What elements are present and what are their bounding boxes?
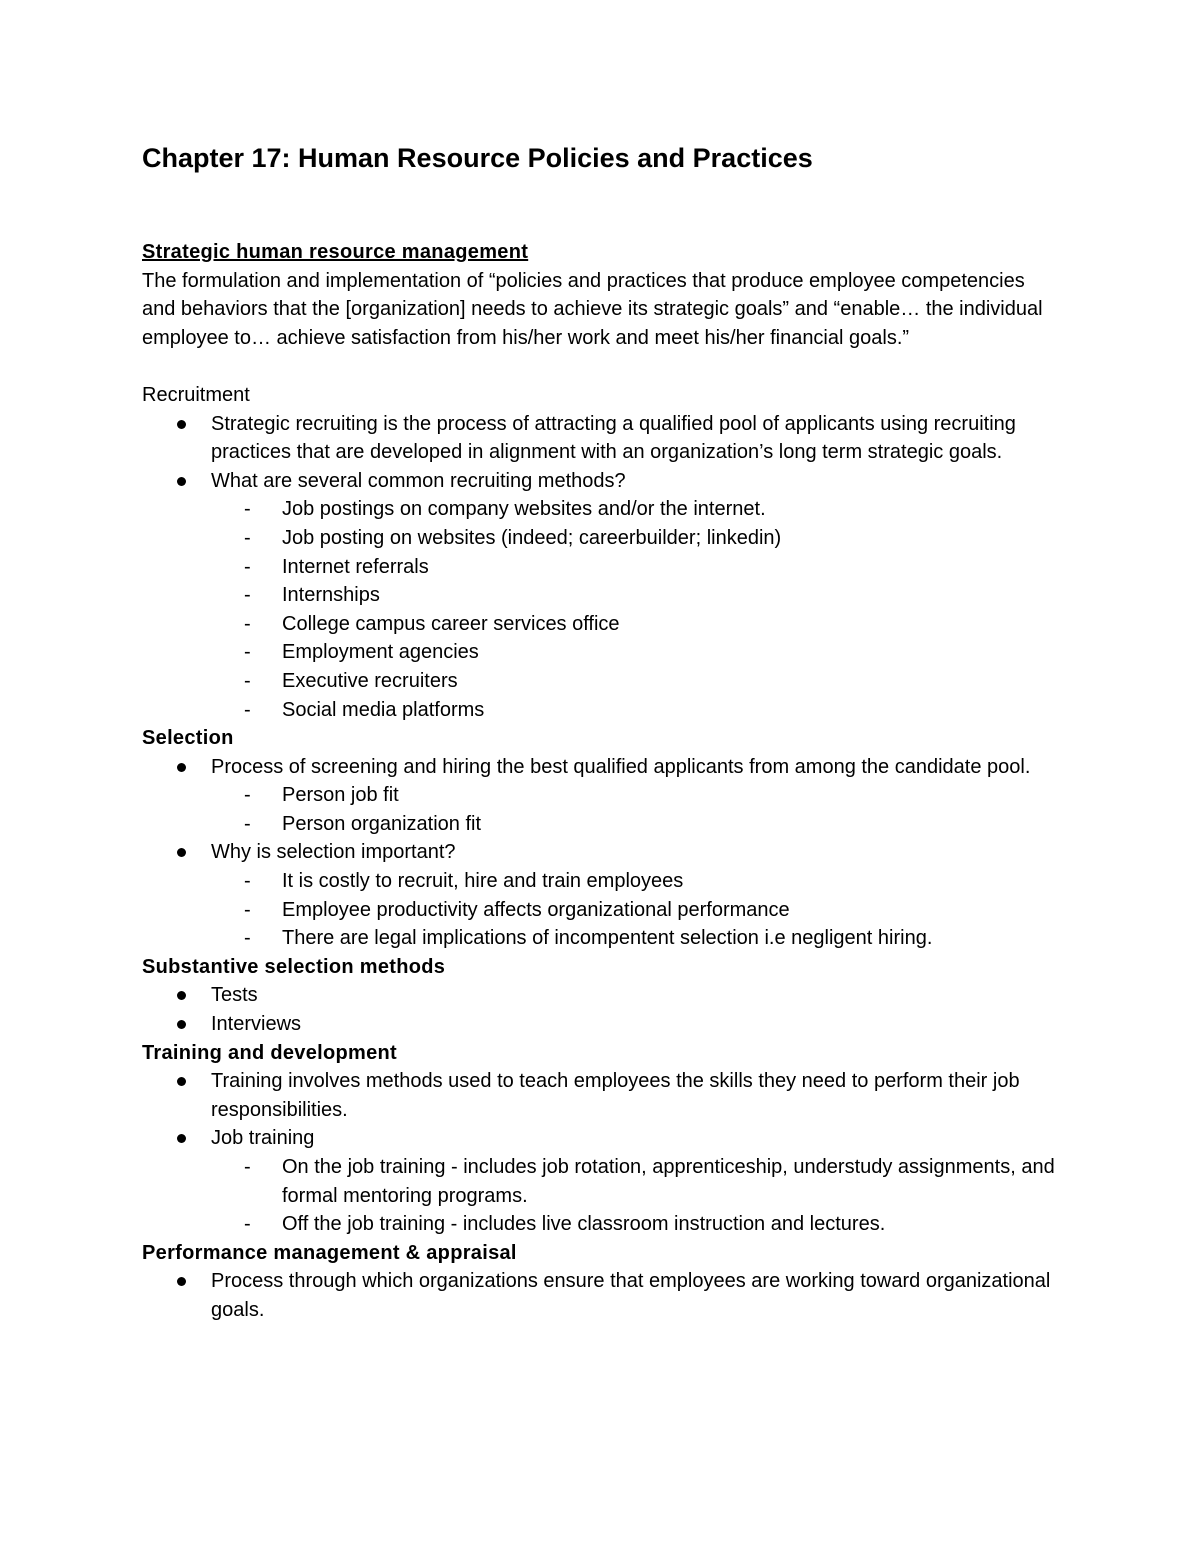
list-item-text: Executive recruiters (282, 669, 458, 692)
list-item-text: Social media platforms (282, 698, 485, 721)
list-item-text: College campus career services office (282, 612, 620, 635)
substantive-methods-heading: Substantive selection methods (142, 955, 446, 978)
dash-icon: - (244, 612, 251, 635)
list-item (244, 810, 1062, 839)
list-item (244, 867, 1062, 896)
list-item-text: Job postings on company websites and/or the internet. (282, 498, 766, 521)
fit-list (211, 781, 1062, 838)
bullet-icon (177, 991, 186, 1000)
list-item-text: On the job training - includes job rotation, apprenticeship, understudy assignments, and formal mentoring programs. (282, 1156, 1055, 1207)
selection-bullet-list (142, 753, 1062, 953)
list-item-text: Process through which organizations ensure that employees are working toward organizational goals. (211, 1270, 1051, 1321)
list-item (211, 410, 1062, 467)
list-item-text: Internships (282, 584, 380, 607)
recruiting-methods-list (211, 495, 1062, 724)
dash-icon: - (244, 927, 251, 950)
list-item-text: Employment agencies (282, 641, 479, 664)
recruitment-heading: Recruitment (142, 383, 250, 406)
selection-importance-list (211, 867, 1062, 953)
dash-icon: - (244, 526, 251, 549)
list-item (244, 896, 1062, 925)
training-bullet-list (142, 1067, 1062, 1239)
recruitment-bullet-list (142, 410, 1062, 725)
list-item-text: Training involves methods used to teach employees the skills they need to perform their job responsibilities. (211, 1070, 1020, 1121)
dash-icon: - (244, 669, 251, 692)
bullet-icon (177, 1277, 186, 1286)
list-item (244, 667, 1062, 696)
dash-icon: - (244, 1156, 251, 1178)
list-item (244, 524, 1062, 553)
list-item (211, 981, 1062, 1010)
dash-icon: - (244, 555, 251, 578)
chapter-title: Chapter 17: Human Resource Policies and Practices (142, 143, 813, 173)
dash-icon: - (244, 698, 251, 721)
performance-bullet-list (142, 1267, 1062, 1324)
list-item-text: It is costly to recruit, hire and train employees (282, 870, 684, 893)
list-item-text: Process of screening and hiring the best qualified applicants from among the candidate pool. (211, 755, 1031, 778)
bullet-icon (177, 1134, 186, 1143)
bullet-icon (177, 420, 186, 429)
list-item (244, 1210, 1062, 1239)
list-item (244, 638, 1062, 667)
list-item-text: Job posting on websites (indeed; careerbuilder; linkedin) (282, 526, 782, 549)
training-heading: Training and development (142, 1041, 398, 1064)
list-item (211, 1010, 1062, 1039)
shrm-definition: The formulation and implementation of “policies and practices that produce employee competencies and behaviors that the [organization] needs to achieve its strategic goals” and “enable… the individual employee to… achieve satisfaction from his/her work and meet his/her financial goals.” (142, 269, 1043, 349)
list-item-text: Why is selection important? (211, 841, 456, 864)
list-item (211, 467, 1062, 724)
list-item-text: Off the job training - includes live classroom instruction and lectures. (282, 1213, 886, 1236)
substantive-bullet-list (142, 981, 1062, 1038)
shrm-heading: Strategic human resource management (142, 241, 529, 263)
list-item-text: Employee productivity affects organizational performance (282, 898, 790, 921)
dash-icon: - (244, 870, 251, 893)
dash-icon: - (244, 1213, 251, 1236)
bullet-icon (177, 763, 186, 772)
blank-line (142, 352, 1062, 381)
list-item-text: Person job fit (282, 784, 399, 807)
list-item (244, 781, 1062, 810)
list-item (244, 1153, 1062, 1210)
list-item (244, 581, 1062, 610)
bullet-icon (177, 1077, 186, 1086)
performance-heading: Performance management & appraisal (142, 1241, 517, 1264)
list-item-text: What are several common recruiting methods? (211, 469, 626, 492)
dash-icon: - (244, 498, 251, 521)
list-item-text: Strategic recruiting is the process of attracting a qualified pool of applicants using recruiting practices that are developed in alignment with an organization’s long term strategic goals. (211, 412, 1016, 464)
list-item (211, 838, 1062, 952)
list-item (244, 495, 1062, 524)
title-spacer (142, 176, 1062, 238)
list-item-text: Job training (211, 1127, 315, 1150)
list-item (244, 553, 1062, 582)
list-item-text: Tests (211, 984, 258, 1007)
job-training-list (211, 1153, 1062, 1239)
list-item (211, 1267, 1062, 1324)
selection-heading: Selection (142, 727, 234, 750)
bullet-icon (177, 1020, 186, 1029)
list-item (244, 924, 1062, 953)
bullet-icon (177, 477, 186, 486)
list-item (244, 610, 1062, 639)
dash-icon: - (244, 812, 251, 835)
list-item (211, 753, 1062, 839)
bullet-icon (177, 848, 186, 857)
list-item-text: Interviews (211, 1013, 302, 1036)
list-item-text: Person organization fit (282, 812, 482, 835)
dash-icon: - (244, 784, 251, 807)
list-item-text: Internet referrals (282, 555, 429, 578)
dash-icon: - (244, 584, 251, 607)
list-item-text: There are legal implications of incompentent selection i.e negligent hiring. (282, 927, 933, 950)
list-item (211, 1124, 1062, 1238)
document-page (142, 140, 1062, 1325)
dash-icon: - (244, 898, 251, 921)
list-item (244, 696, 1062, 725)
list-item (211, 1067, 1062, 1124)
dash-icon: - (244, 641, 251, 664)
